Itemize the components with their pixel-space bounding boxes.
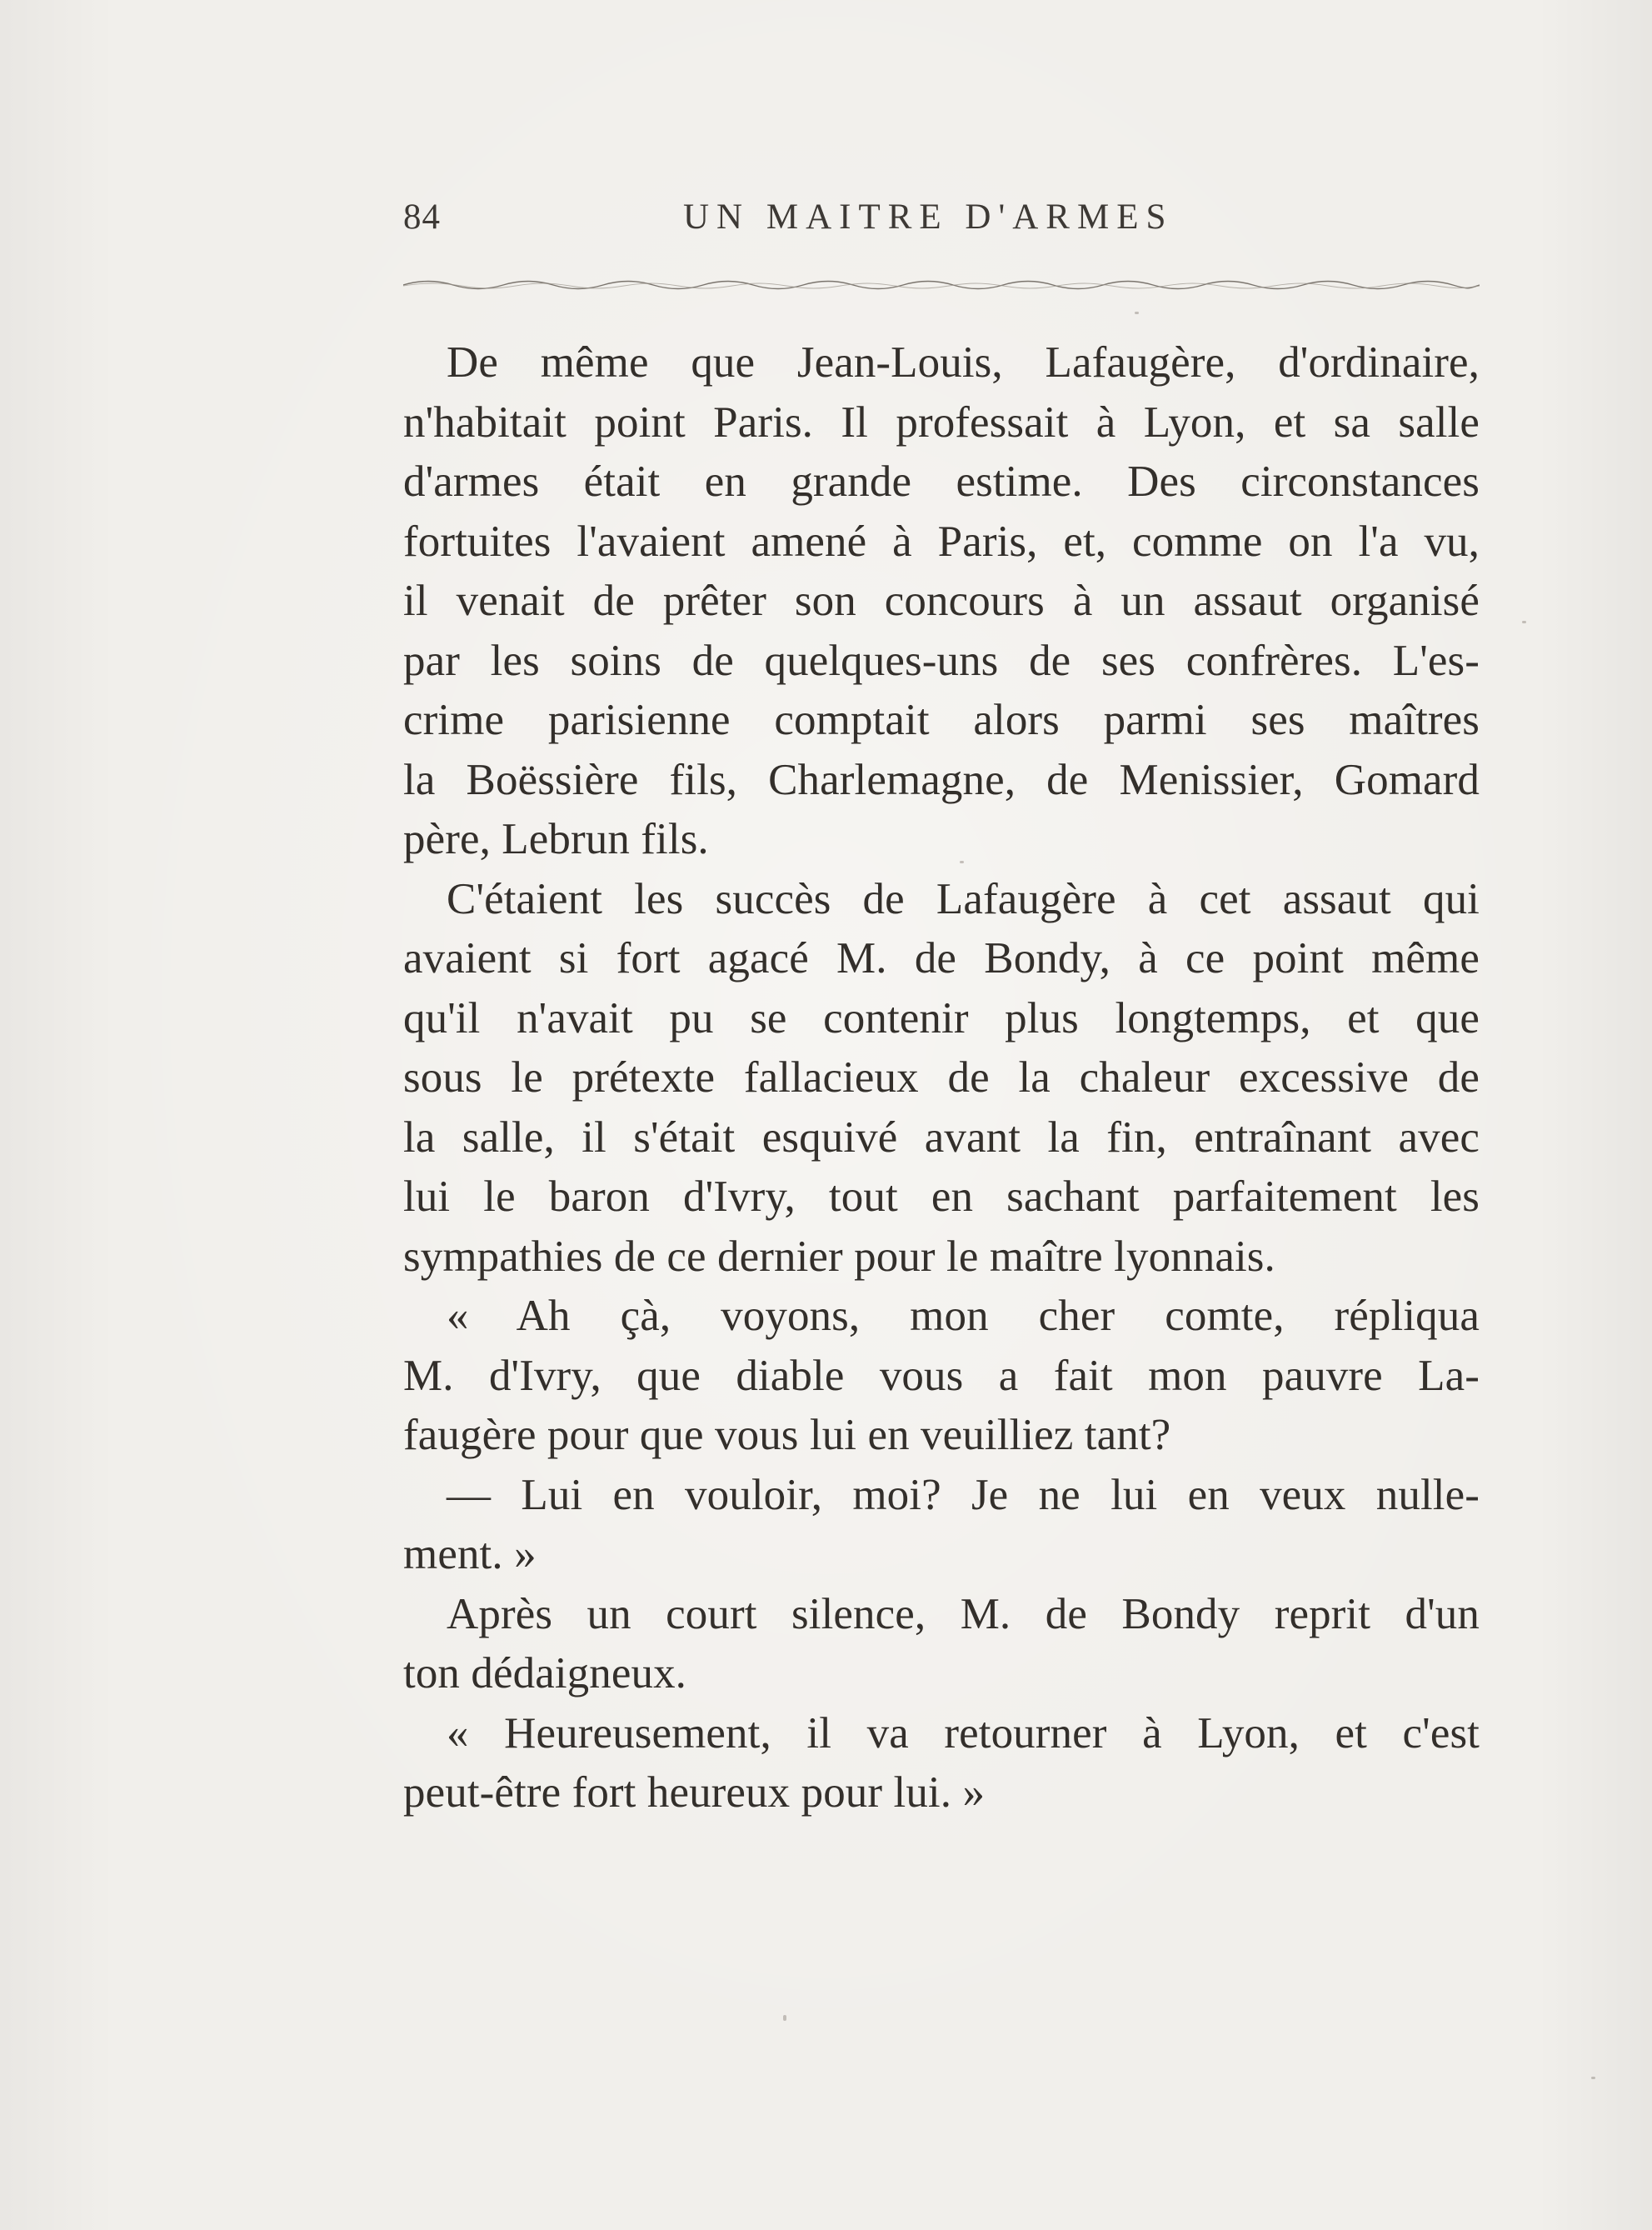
dialogue-line: faugère pour que vous lui en veuilliez tant? <box>403 1411 1171 1459</box>
paragraph-line: qu'il n'avait pu se contenir plus longtemps, et que <box>403 993 1480 1042</box>
paragraph-line: sous le prétexte fallacieux de la chaleur excessive de <box>403 1053 1480 1102</box>
paragraph-line: il venait de prêter son concours à un assaut organisé <box>403 577 1480 625</box>
body-text <box>403 333 1480 1823</box>
paragraph-line: De même que Jean-Louis, Lafaugère, d'ordinaire, <box>447 338 1480 387</box>
paper-speck <box>960 861 964 863</box>
paragraph-line: avaient si fort agacé M. de Bondy, à ce point même <box>403 934 1480 982</box>
paper-speck <box>1591 2077 1595 2079</box>
paragraph-line: la salle, il s'était esquivé avant la fin, entraînant avec <box>403 1112 1480 1162</box>
paragraph-line: C'étaient les succès de Lafaugère à cet assaut qui <box>447 874 1480 923</box>
paragraph-line: ton dédaigneux. <box>403 1649 687 1698</box>
paragraph-line: par les soins de quelques-uns de ses confrères. L'es- <box>403 636 1480 685</box>
paper-speck <box>783 2015 786 2021</box>
paragraph-line: fortuites l'avaient amené à Paris, et, comme on l'a vu, <box>403 517 1480 566</box>
paragraph-line: lui le baron d'Ivry, tout en sachant parfaitement les <box>403 1172 1480 1221</box>
paragraph-line: d'armes était en grande estime. Des circonstances <box>403 458 1480 506</box>
paragraph-line: père, Lebrun fils. <box>403 815 709 863</box>
paragraph-line: sympathies de ce dernier pour le maître lyonnais. <box>403 1232 1275 1281</box>
paper-speck <box>1135 312 1139 314</box>
paragraph-line: Après un court silence, M. de Bondy reprit d'un <box>447 1589 1480 1638</box>
paragraph-line: la Boëssière fils, Charlemagne, de Menissier, Gomard <box>403 755 1480 804</box>
dialogue-line: « Heureusement, il va retourner à Lyon, et c'est <box>447 1708 1480 1758</box>
paragraph-line: crime parisienne comptait alors parmi ses maîtres <box>403 696 1480 744</box>
running-head <box>403 197 1476 255</box>
dialogue-line: ment. » <box>403 1530 537 1578</box>
dialogue-line: — Lui en vouloir, moi? Je ne lui en veux nulle- <box>447 1470 1480 1519</box>
paragraph-line: n'habitait point Paris. Il professait à Lyon, et sa salle <box>403 398 1480 447</box>
dialogue-line: M. d'Ivry, que diable vous a fait mon pauvre La- <box>403 1351 1480 1400</box>
book-title: UN MAITRE D'ARMES <box>683 198 1174 237</box>
dialogue-line: « Ah çà, voyons, mon cher comte, répliqua <box>447 1292 1480 1340</box>
dialogue-line: peut-être fort heureux pour lui. » <box>403 1768 986 1817</box>
paper-speck <box>1522 621 1526 623</box>
page-number: 84 <box>403 198 441 237</box>
decorative-wavy-rule <box>403 275 1480 295</box>
